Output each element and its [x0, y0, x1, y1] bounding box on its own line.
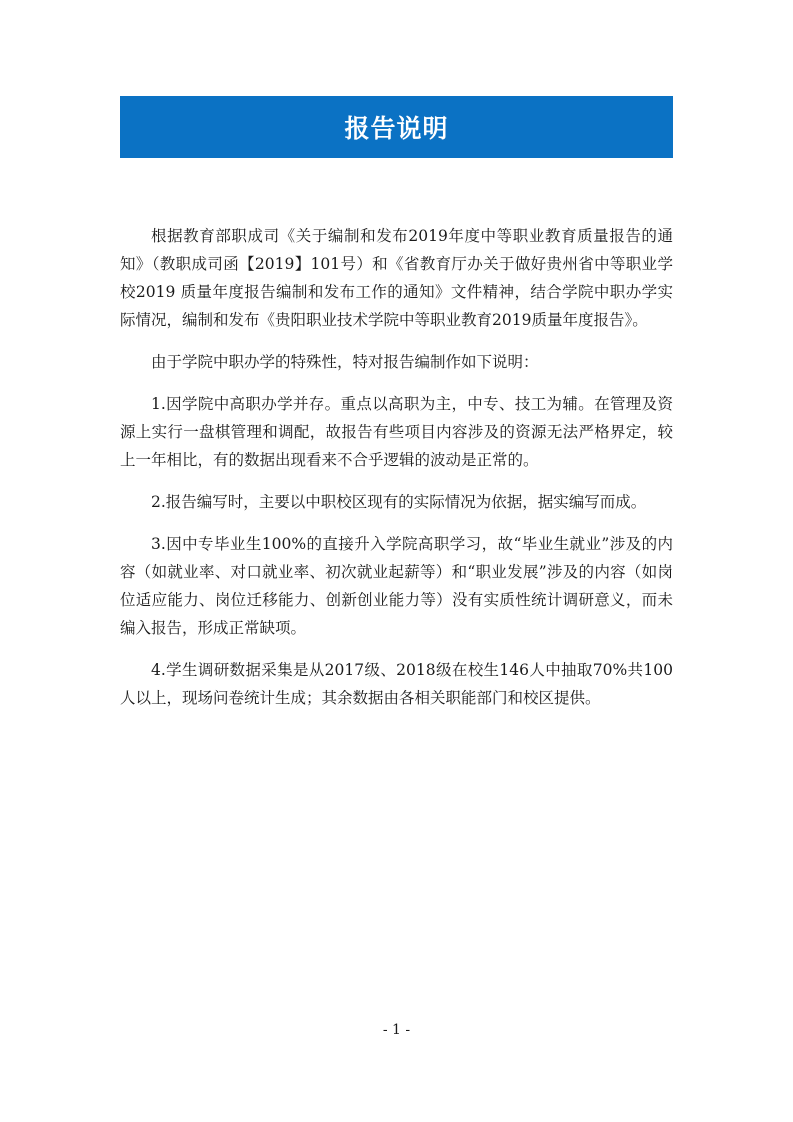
page-number: - 1 - [382, 1022, 411, 1038]
paragraph-note-3: 3.因中专毕业生100%的直接升入学院高职学习，故“毕业生就业”涉及的内容（如就业率、对口就业率、初次就业起薪等）和“职业发展”涉及的内容（如岗位适应能力、岗位迁移能力、创新创业能力等）没有实质性统计调研意义，而未编入报告，形成正常缺项。 [120, 535, 673, 637]
paragraph-note-1: 1.因学院中高职办学并存。重点以高职为主，中专、技工为辅。在管理及资源上实行一盘棋管理和调配，故报告有些项目内容涉及的资源无法严格界定，较上一年相比，有的数据出现看来不合乎逻辑的波动是正常的。 [120, 395, 673, 469]
title-banner [120, 96, 673, 158]
paragraph-preface: 由于学院中职办学的特殊性，特对报告编制作如下说明： [151, 353, 539, 371]
paragraph-note-4: 4.学生调研数据采集是从2017级、2018级在校生146人中抽取70%共100人以上，现场问卷统计生成；其余数据由各相关职能部门和校区提供。 [120, 661, 673, 707]
page-title: 报告说明 [344, 114, 449, 143]
paragraph-note-2: 2.报告编写时，主要以中职校区现有的实际情况为依据，据实编写而成。 [151, 493, 647, 511]
paragraph-intro: 根据教育部职成司《关于编制和发布2019年度中等职业教育质量报告的通知》（教职成司函【2019】101号）和《省教育厅办关于做好贵州省中等职业学校2019 质量年度报告编制和发布工作的通知》文件精神，结合学院中职办学实际情况，编制和发布《贵阳职业技术学院中等职业教育2019质量年度报告》。 [120, 227, 673, 329]
report-body [120, 222, 673, 712]
